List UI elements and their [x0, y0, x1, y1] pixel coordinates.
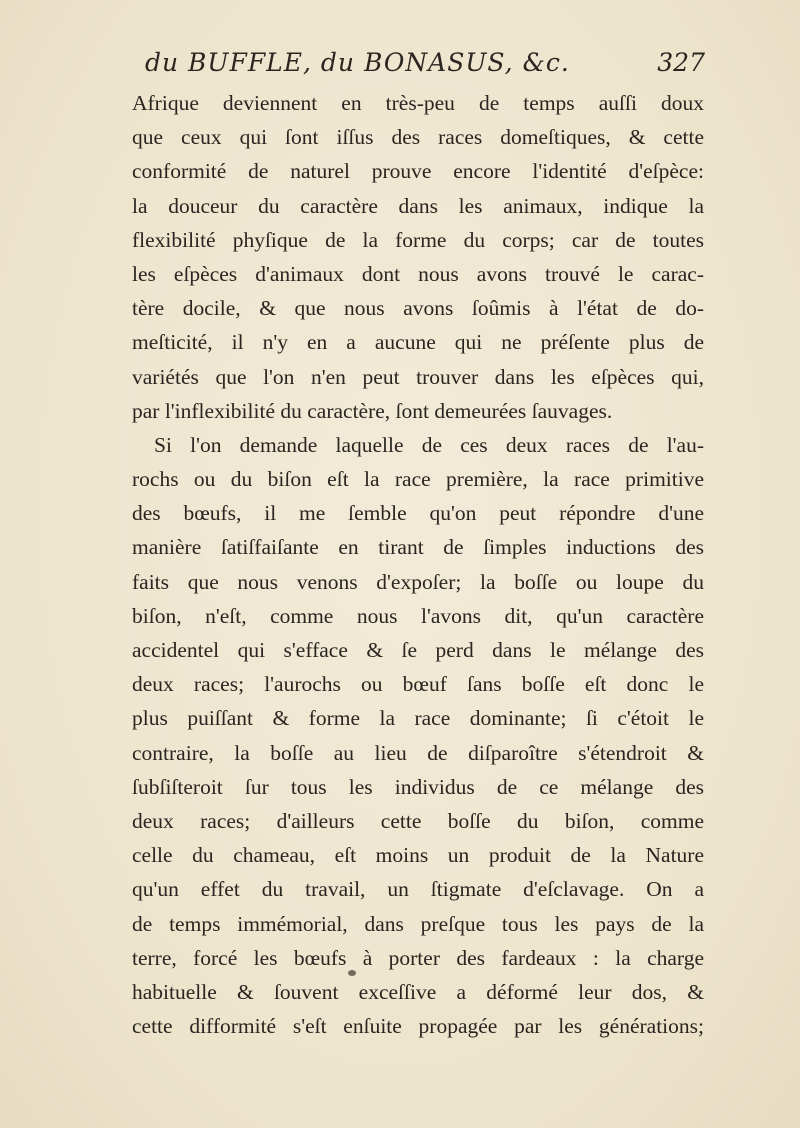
text-line: Afrique deviennent en très-peu de temps auſſi doux: [132, 91, 704, 115]
text-line: des bœufs, il me ſemble qu'on peut répondre d'une: [132, 501, 704, 526]
text-line: de temps immémorial, dans preſque tous les pays de la: [132, 911, 704, 936]
text-line: deux races; l'aurochs ou bœuf ſans boſſe eſt donc le: [132, 672, 704, 697]
text-line: contraire, la boſſe au lieu de diſparoître s'étendroit &: [132, 740, 704, 765]
page-header: [145, 48, 705, 88]
text-line: la douceur du caractère dans les animaux, indique la: [132, 193, 704, 218]
text-line: ſubſiſteroit ſur tous les individus de ce mélange des: [132, 774, 704, 799]
text-line: qu'un effet du travail, un ſtigmate d'eſclavage. On a: [132, 877, 704, 902]
page-number: 327: [657, 48, 705, 77]
text-line: Si l'on demande laquelle de ces deux races de l'au-: [154, 432, 704, 457]
text-line: habituelle & ſouvent exceſſive a déformé leur dos, &: [132, 979, 704, 1004]
text-line: manière ſatiſfaiſante en tirant de ſimples inductions des: [132, 535, 704, 560]
text-line: flexibilité phyſique de la forme du corps; car de toutes: [132, 227, 704, 252]
text-line: deux races; d'ailleurs cette boſſe du biſon, comme: [132, 808, 704, 833]
text-line: accidentel qui s'efface & ſe perd dans le mélange des: [132, 638, 704, 662]
text-line: variétés que l'on n'en peut trouver dans les eſpèces qui,: [132, 364, 704, 389]
text-line: biſon, n'eſt, comme nous l'avons dit, qu'un caractère: [132, 603, 704, 628]
text-line: que ceux qui ſont iſſus des races domeſtiques, & cette: [132, 125, 704, 150]
text-line: faits que nous venons d'expoſer; la boſſe ou loupe du: [132, 569, 704, 594]
text-line: terre, forcé les bœufs à porter des fardeaux : la charge: [132, 945, 704, 970]
text-line: cette difformité s'eſt enſuite propagée par les générations;: [132, 1014, 704, 1039]
text-line: tère docile, & que nous avons ſoûmis à l'état de do-: [132, 296, 704, 321]
text-line: celle du chameau, eſt moins un produit de la Nature: [132, 843, 704, 868]
text-line: les eſpèces d'animaux dont nous avons trouvé le carac-: [132, 261, 704, 286]
text-line: rochs ou du biſon eſt la race première, la race primitive: [132, 467, 704, 492]
ink-smudge: [348, 970, 356, 976]
body-text: [132, 86, 704, 1043]
text-line: conformité de naturel prouve encore l'identité d'eſpèce:: [132, 159, 704, 184]
text-line: par l'inflexibilité du caractère, ſont demeurées ſauvages.: [132, 398, 613, 423]
running-title: du BUFFLE, du BONASUS, &c.: [145, 48, 570, 77]
text-line: plus puiſſant & forme la race dominante; ſi c'étoit le: [132, 706, 704, 731]
text-line: meſticité, il n'y en a aucune qui ne préſente plus de: [132, 330, 704, 355]
